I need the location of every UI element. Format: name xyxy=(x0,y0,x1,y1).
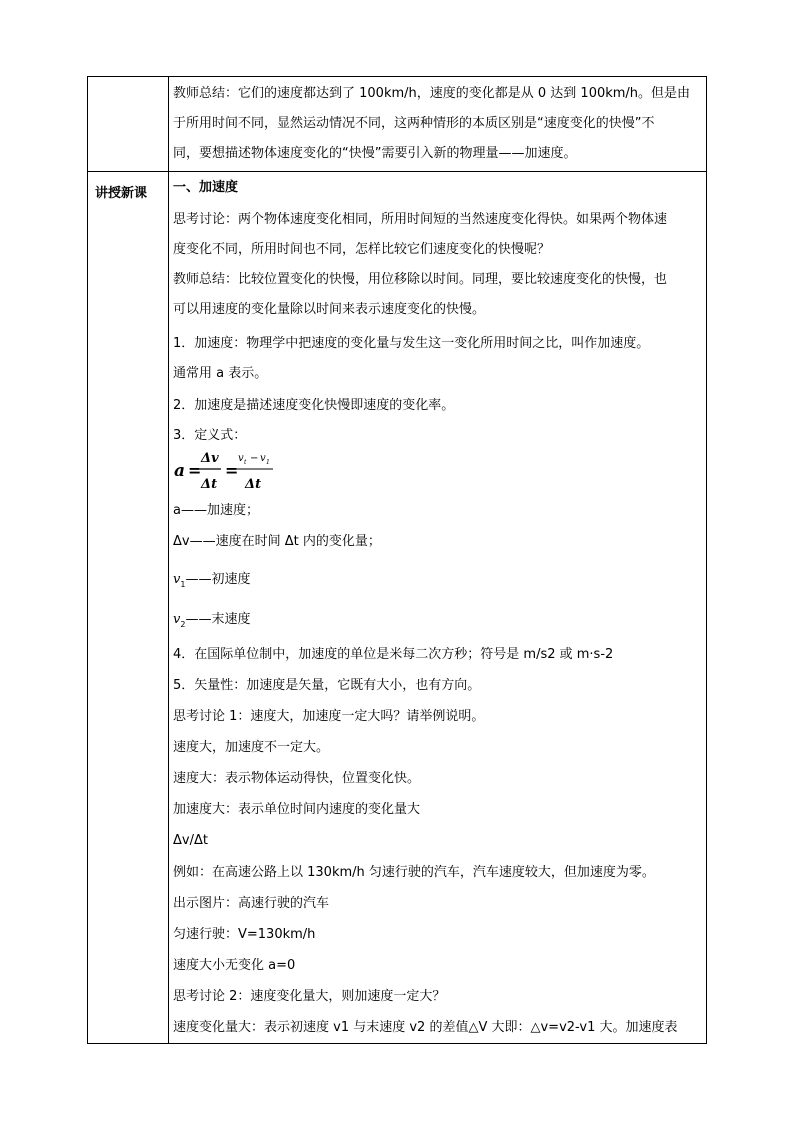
content-line-21: 速度变化量大：表示初速度 v1 与末速度 v2 的差值△V 大即：△v=v2-v1 大。加速度表 xyxy=(173,1020,678,1035)
row1-line-1: 教师总结：它们的速度都达到了 100km/h，速度的变化都是从 0 达到 100km/h。但是由 xyxy=(173,86,691,101)
v1-subscript: 1 xyxy=(180,580,186,589)
content-line-9: 4．在国际单位制中，加速度的单位是米每二次方秒；符号是 m/s2 或 m·s-2 xyxy=(173,647,614,662)
content-line-17: 出示图片：高速行驶的汽车 xyxy=(173,896,330,911)
content-line-15: Δv/Δt xyxy=(173,833,208,848)
v1-symbol: v xyxy=(173,572,181,587)
formula-num2-op: − xyxy=(250,453,259,464)
content-line-19: 速度大小无变化 a=0 xyxy=(173,958,296,973)
formula-num2-b-sub: 1 xyxy=(266,459,270,466)
v2-symbol: v xyxy=(173,612,181,627)
def-v2 xyxy=(173,612,250,633)
row1-line-3: 同，要想描述物体速度变化的“快慢”需要引入新的物理量——加速度。 xyxy=(173,146,577,161)
formula-den2: Δt xyxy=(245,477,262,492)
row-divider xyxy=(88,171,706,172)
row1-line-2: 于所用时间不同，显然运动情况不同，这两种情形的本质区别是“速度变化的快慢”不 xyxy=(173,116,655,131)
content-line-7: 2．加速度是描述速度变化快慢即速度的变化率。 xyxy=(173,398,455,413)
v1-text: ——初速度 xyxy=(185,572,251,587)
def-a: a——加速度； xyxy=(173,503,259,518)
formula-num1: Δv xyxy=(201,451,219,466)
content-line-8: 3．定义式： xyxy=(173,428,247,443)
content-line-1: 思考讨论：两个物体速度变化相同，所用时间短的当然速度变化得快。如果两个物体速 xyxy=(173,212,668,227)
content-line-6: 通常用 a 表示。 xyxy=(173,366,268,381)
formula-num2-b: v xyxy=(260,453,266,464)
content-line-14: 加速度大：表示单位时间内速度的变化量大 xyxy=(173,802,421,817)
def-v1 xyxy=(173,572,250,593)
formula-den1: Δt xyxy=(201,477,218,492)
formula-num2-a-sub: t xyxy=(244,459,247,466)
v2-subscript: 2 xyxy=(180,620,186,629)
content-line-20: 思考讨论 2：速度变化量大，则加速度一定大？ xyxy=(173,989,446,1004)
v2-text: ——末速度 xyxy=(185,612,251,627)
section-heading: 一、加速度 xyxy=(173,180,239,195)
row-label-new-lesson: 讲授新课 xyxy=(95,186,148,201)
column-divider xyxy=(168,77,169,1043)
content-line-12: 速度大，加速度不一定大。 xyxy=(173,740,330,755)
content-line-3: 教师总结：比较位置变化的快慢，用位移除以时间。同理，要比较速度变化的快慢，也 xyxy=(173,272,668,287)
formula-num2-a: v xyxy=(238,453,244,464)
content-line-4: 可以用速度的变化量除以时间来表示速度变化的快慢。 xyxy=(173,302,486,317)
content-line-18: 匀速行驶：V=130km/h xyxy=(173,927,316,942)
formula-lhs: a xyxy=(174,461,186,481)
formula-eq1: = xyxy=(188,461,202,480)
content-line-5: 1．加速度：物理学中把速度的变化量与发生这一变化所用时间之比，叫作加速度。 xyxy=(173,336,650,351)
content-line-11: 思考讨论 1：速度大，加速度一定大吗？请举例说明。 xyxy=(173,709,485,724)
content-line-13: 速度大：表示物体运动得快，位置变化快。 xyxy=(173,771,421,786)
formula-eq2: = xyxy=(225,461,239,480)
content-line-2: 度变化不同，所用时间也不同，怎样比较它们速度变化的快慢呢？ xyxy=(173,242,551,257)
content-line-10: 5．矢量性：加速度是矢量，它既有大小，也有方向。 xyxy=(173,678,481,693)
acceleration-formula xyxy=(173,447,283,495)
content-line-16: 例如：在高速公路上以 130km/h 匀速行驶的汽车，汽车速度较大，但加速度为零。 xyxy=(173,865,655,880)
def-delta-v: Δv——速度在时间 Δt 内的变化量； xyxy=(173,534,381,549)
